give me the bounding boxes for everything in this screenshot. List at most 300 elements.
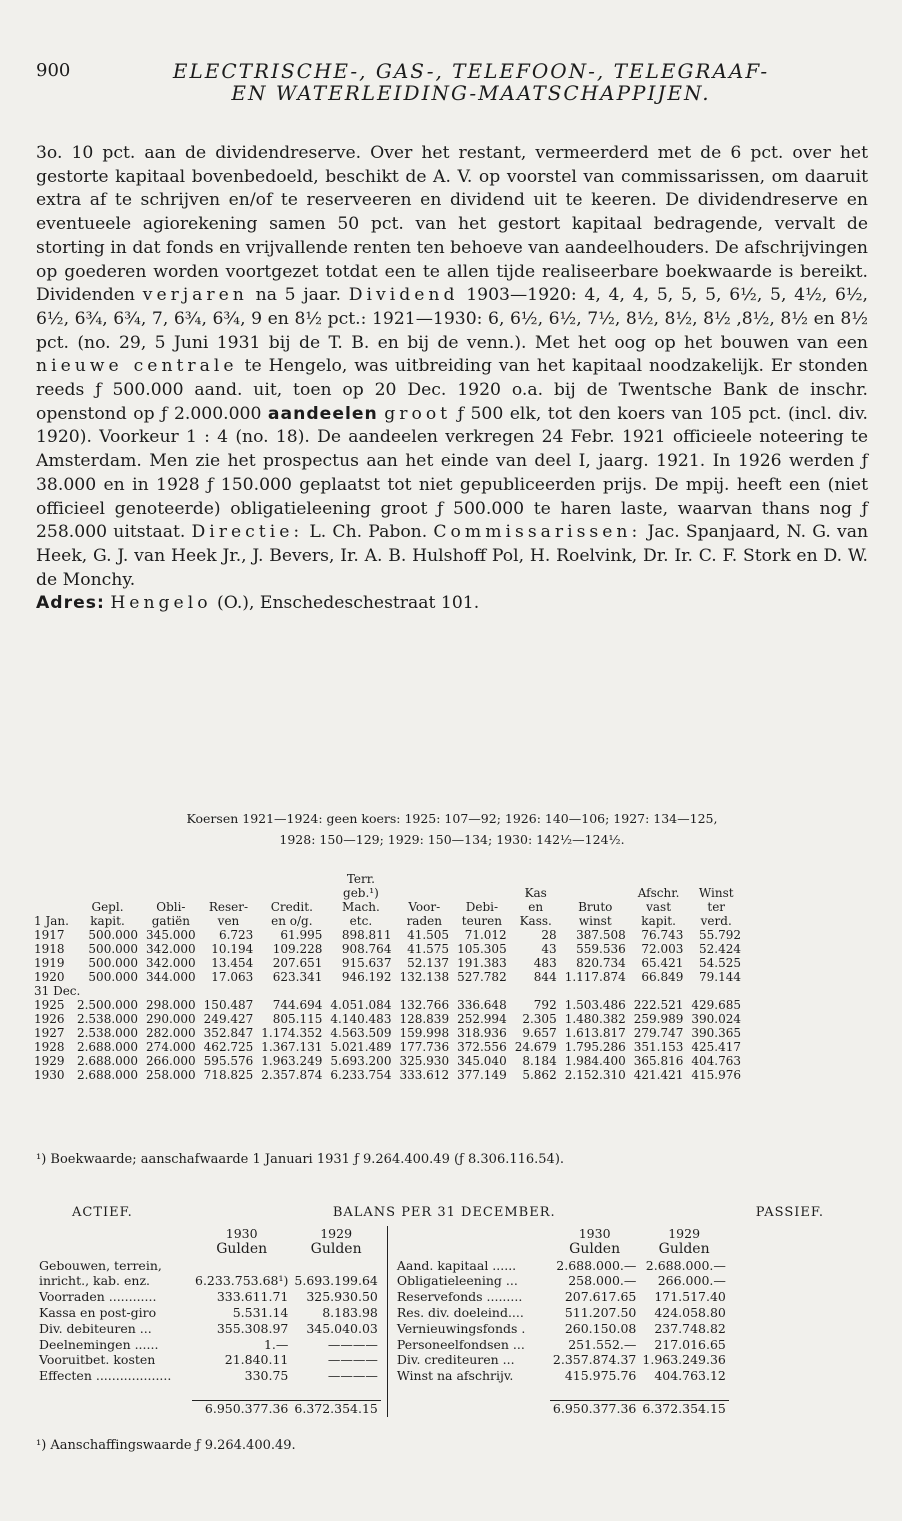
balance-label: Div. debiteuren ... — [39, 1320, 152, 1336]
balance-label: Gebouwen, terrein, — [39, 1257, 162, 1273]
table-cell: 342.000 — [146, 956, 196, 970]
balance-value: 1.— — [263, 1336, 289, 1352]
unit-header: Gulden — [658, 1240, 710, 1257]
balance-value: ———— — [327, 1352, 378, 1368]
table-cell: 352.847 — [203, 1026, 254, 1040]
balance-value: 266.000.— — [657, 1273, 726, 1289]
table-cell: 1928 — [34, 1040, 65, 1054]
table-cell: 274.000 — [146, 1040, 196, 1054]
balance-title-row — [36, 1205, 868, 1220]
table-cell: 5.693.200 — [330, 1054, 392, 1068]
table-cell: 527.782 — [457, 970, 507, 984]
balance-row — [36, 1289, 381, 1305]
balance-value: 251.552.— — [568, 1336, 637, 1352]
table-header-cell — [30, 872, 73, 886]
table-header-cell: etc. — [349, 914, 373, 928]
table-cell: 41.575 — [407, 942, 450, 956]
balance-row — [394, 1337, 729, 1353]
table-header-row — [30, 914, 745, 928]
table-header-cell: Credit. — [270, 900, 313, 914]
table-cell: 500.000 — [88, 928, 139, 942]
balance-value: 415.975.76 — [564, 1368, 637, 1384]
table-cell: 222.521 — [633, 998, 684, 1012]
table-dec-label: 31 Dec. — [34, 984, 81, 998]
table-header-cell: Winst — [698, 886, 734, 900]
table-cell: 55.792 — [699, 928, 742, 942]
balance-value: 424.058.80 — [654, 1304, 726, 1320]
table-header-cell: 1 Jan. — [34, 914, 69, 928]
balance-total: 6.372.354.15 — [639, 1400, 729, 1416]
table-cell: 24.679 — [514, 1040, 557, 1054]
balance-value: 355.308.97 — [216, 1320, 289, 1336]
table-cell: 344.000 — [146, 970, 196, 984]
table-header-cell — [687, 872, 745, 886]
unit-header: Gulden — [216, 1240, 268, 1257]
table-cell: 1.174.352 — [261, 1026, 323, 1040]
balance-value: 171.517.40 — [654, 1289, 726, 1305]
balance-title: BALANS PER 31 DECEMBER. — [332, 1205, 556, 1220]
table-cell: 595.576 — [203, 1054, 254, 1068]
table-row-label — [30, 984, 745, 998]
table-cell: 105.305 — [457, 942, 507, 956]
table-cell: 109.228 — [272, 942, 323, 956]
table-cell: 1919 — [34, 956, 65, 970]
year-header: 1929 — [320, 1226, 353, 1241]
balance-value: 260.150.08 — [564, 1320, 637, 1336]
balance-row — [394, 1305, 729, 1321]
table-cell: 336.648 — [457, 998, 507, 1012]
balance-row — [394, 1368, 729, 1384]
year-header: 1930 — [225, 1226, 258, 1241]
table-header-cell: Voor- — [408, 900, 441, 914]
table-header-cell: winst — [578, 914, 612, 928]
text-spaced-groot: groot — [384, 403, 452, 424]
table-cell: 191.383 — [457, 956, 507, 970]
table-header-cell — [30, 886, 73, 900]
balance-label: Vooruitbet. kosten — [39, 1352, 156, 1368]
balance-row — [394, 1321, 729, 1337]
unit-header: Gulden — [310, 1240, 362, 1257]
table-cell: 2.538.000 — [76, 1012, 139, 1026]
balance-year-row — [36, 1226, 381, 1242]
spacer-row — [394, 1384, 729, 1401]
balance-value: 258.000.— — [568, 1273, 637, 1289]
balance-value: 8.183.98 — [322, 1304, 378, 1320]
table-header-cell: kapit. — [90, 914, 125, 928]
table-cell: 345.000 — [146, 928, 196, 942]
balance-row — [36, 1273, 381, 1289]
balance-row — [394, 1273, 729, 1289]
table-cell: 1.795.286 — [564, 1040, 626, 1054]
koersen-line1: Koersen 1921—1924: geen koers: 1925: 107—92; 1926: 140—106; 1927: 134—125, — [186, 811, 718, 826]
actief-label: ACTIEF. — [72, 1205, 133, 1220]
table-cell: 1926 — [34, 1012, 65, 1026]
table-header-row — [30, 872, 745, 886]
balance-row — [36, 1337, 381, 1353]
text-spaced-hengelo: Hengelo — [110, 593, 212, 614]
table-cell: 898.811 — [341, 928, 392, 942]
balance-label: Winst na afschrijv. — [396, 1368, 514, 1384]
actief-column — [36, 1226, 381, 1417]
table-header-cell — [511, 872, 561, 886]
table-cell: 54.525 — [699, 956, 742, 970]
table-header-cell — [73, 872, 142, 886]
table-cell: 559.536 — [576, 942, 626, 956]
balance-total-row — [36, 1400, 381, 1416]
table-header-cell — [257, 886, 326, 900]
text-spaced-dividend: Dividend — [348, 285, 459, 306]
table-header-row — [30, 886, 745, 900]
table-cell: 1929 — [34, 1054, 65, 1068]
table-header-cell: Obli- — [156, 900, 186, 914]
table-cell: 6.233.754 — [330, 1068, 392, 1082]
balance-row — [394, 1289, 729, 1305]
table-cell: 462.725 — [203, 1040, 254, 1054]
balance-label: Reservefonds ......... — [396, 1289, 523, 1305]
text-spaced-verjaren: verjaren — [142, 285, 248, 306]
table-cell: 177.736 — [399, 1040, 450, 1054]
table-cell: 1920 — [34, 970, 65, 984]
table-header-cell: gatiën — [151, 914, 191, 928]
table-cell: 61.995 — [280, 928, 323, 942]
body-paragraph — [36, 142, 868, 616]
table-header-cell: Bruto — [578, 900, 613, 914]
text-spaced-centrale: nieuwe centrale — [36, 356, 238, 377]
table-cell: 259.989 — [633, 1012, 684, 1026]
balance-label: Aand. kapitaal ...... — [396, 1257, 517, 1273]
table-header-cell: Gepl. — [91, 900, 124, 914]
text-spaced-commissarissen: Commissarissen: — [433, 522, 642, 543]
table-cell: 404.763 — [691, 1054, 742, 1068]
table-cell: 1918 — [34, 942, 65, 956]
table-header-cell: en — [528, 900, 544, 914]
balance-value: 330.75 — [244, 1368, 289, 1384]
table-cell: 28 — [541, 928, 557, 942]
balance-value: 21.840.11 — [224, 1352, 289, 1368]
table-cell: 908.764 — [341, 942, 392, 956]
table-header-cell: raden — [406, 914, 442, 928]
table-cell: 483 — [533, 956, 557, 970]
balance-value: 2.688.000.— — [556, 1257, 637, 1273]
balance-row — [36, 1368, 381, 1384]
table-cell: 623.341 — [272, 970, 323, 984]
table-cell: 128.839 — [399, 1012, 450, 1026]
year-header: 1929 — [668, 1226, 701, 1241]
table-header-cell — [561, 886, 630, 900]
balance-year-row — [394, 1226, 729, 1242]
table-header-cell: Kas — [524, 886, 547, 900]
table-cell: 946.192 — [341, 970, 392, 984]
table-header-cell: en o/g. — [271, 914, 313, 928]
table-cell: 290.000 — [146, 1012, 196, 1026]
table-header-cell: Afschr. — [637, 886, 680, 900]
balance-value: 1.963.249.36 — [642, 1352, 726, 1368]
table-cell: 41.505 — [407, 928, 450, 942]
column-divider — [387, 1226, 388, 1417]
balance-unit-row — [394, 1242, 729, 1258]
balance-value: ———— — [327, 1368, 378, 1384]
balance-total: 6.372.354.15 — [291, 1400, 381, 1416]
table-header-cell — [561, 872, 630, 886]
table-header-cell — [200, 886, 258, 900]
balance-value: 325.930.50 — [306, 1289, 378, 1305]
koersen-block — [36, 808, 868, 850]
table-cell: 4.140.483 — [330, 1012, 392, 1026]
table-cell: 1.503.486 — [564, 998, 626, 1012]
balance-value: ———— — [327, 1336, 378, 1352]
table-cell: 10.194 — [211, 942, 254, 956]
table-cell: 318.936 — [457, 1026, 507, 1040]
balance-label: Div. crediteuren ... — [396, 1352, 515, 1368]
table-cell: 377.149 — [457, 1068, 507, 1082]
table-header-cell: Terr. — [346, 872, 375, 886]
table-cell: 1917 — [34, 928, 65, 942]
table-cell: 387.508 — [576, 928, 626, 942]
table-header-cell — [395, 872, 453, 886]
table-cell: 2.688.000 — [76, 1068, 139, 1082]
table-cell: 425.417 — [691, 1040, 742, 1054]
table-header-cell — [257, 872, 326, 886]
page-title-line1: ELECTRISCHE-, GAS-, TELEFOON-, TELEGRAAF- — [172, 59, 770, 83]
table-header-cell — [453, 872, 511, 886]
text-bold-aandeelen: aandeelen — [267, 403, 378, 424]
table-cell: 718.825 — [203, 1068, 254, 1082]
table-cell: 5.021.489 — [330, 1040, 392, 1054]
text-span: (O.), Enschedeschestraat 101. — [217, 593, 480, 614]
table-header-cell — [395, 886, 453, 900]
table-cell: 1925 — [34, 998, 65, 1012]
balance-total: 6.950.377.36 — [550, 1400, 640, 1416]
balance-sheet — [36, 1205, 868, 1417]
text-bold-adres: Adres: — [36, 593, 105, 614]
table-cell: 429.685 — [691, 998, 742, 1012]
balance-value: 511.207.50 — [564, 1304, 637, 1320]
table-cell: 13.454 — [211, 956, 254, 970]
table-row — [30, 942, 745, 956]
table-cell: 6.723 — [218, 928, 254, 942]
table-cell: 132.766 — [399, 998, 450, 1012]
balance-value: 217.016.65 — [654, 1336, 726, 1352]
table-cell: 333.612 — [399, 1068, 450, 1082]
table-cell: 915.637 — [341, 956, 392, 970]
text-span: 1903—1920: 4, 4, 4, 5, 5, 5, 6½, 5, 4½, 6½, 6½, 6¾, 6¾, 7, 6¾, 6¾, 9 en 8½ pct.: 1921—1930: 6, 6½, 6½, 7½, 8½, 8½, 8½ ,8½, 8½ en 8½ pct. (no. 29, 5 Juni 1931 bij de T. B. en bij de venn.). Met het oog op het bouwen van een — [36, 285, 869, 353]
text-span: L. Ch. Pabon. — [309, 522, 428, 543]
table-header-cell: vast — [646, 900, 672, 914]
table-cell: 79.144 — [699, 970, 742, 984]
balance-value: 333.611.71 — [216, 1289, 289, 1305]
text-span: na 5 jaar. — [255, 285, 341, 306]
table-cell: 390.365 — [691, 1026, 742, 1040]
table-cell: 2.305 — [522, 1012, 557, 1026]
table-cell: 345.040 — [457, 1054, 507, 1068]
blank-cell — [36, 1242, 192, 1258]
table-cell: 2.538.000 — [76, 1026, 139, 1040]
table-cell: 390.024 — [691, 1012, 742, 1026]
footnote-boekwaarde: ¹) Boekwaarde; aanschafwaarde 1 Januari 1931 ƒ 9.264.400.49 (ƒ 8.306.116.54). — [36, 1152, 565, 1167]
table-cell: 500.000 — [88, 956, 139, 970]
balance-row — [36, 1352, 381, 1368]
table-header-row — [30, 900, 745, 914]
table-header-cell: Kass. — [519, 914, 552, 928]
table-header-cell — [200, 872, 258, 886]
table-row — [30, 956, 745, 970]
table-header-cell: Reser- — [208, 900, 249, 914]
text-span: ƒ 500 elk, tot den koers van 105 pct. (incl. div. 1920). Voorkeur 1 : 4 (no. 18). De aandeelen verkregen 24 Febr. 1921 officieele noteering te Amsterdam. Men zie het prospectus aan het einde van deel I, jaarg. 1921. In 1926 werden ƒ 38.000 en in 1928 ƒ 150.000 geplaatst tot niet gepubliceerden prijs. De mpij. heeft een (niet officieel genoteerde) obligatieleening groot ƒ 500.000 te haren laste, waarvan thans nog ƒ 258.000 uitstaat. — [36, 403, 868, 543]
balance-label: inricht., kab. enz. — [39, 1273, 150, 1289]
table-row — [30, 1040, 745, 1054]
table-cell: 132.138 — [399, 970, 450, 984]
page-title-line2: EN WATERLEIDING-MAATSCHAPPIJEN. — [231, 81, 711, 105]
table-cell: 2.152.310 — [564, 1068, 626, 1082]
balance-total: 6.950.377.36 — [192, 1400, 291, 1416]
table-cell: 792 — [533, 998, 557, 1012]
table-cell: 43 — [541, 942, 557, 956]
table-cell: 1.613.817 — [564, 1026, 626, 1040]
balance-label: Vernieuwingsfonds . — [396, 1320, 526, 1336]
table-header-cell: Mach. — [342, 900, 380, 914]
table-header-cell — [73, 886, 142, 900]
table-header-cell — [142, 872, 200, 886]
balance-row — [394, 1352, 729, 1368]
table-row — [30, 1012, 745, 1026]
table-row — [30, 928, 745, 942]
table-cell: 1927 — [34, 1026, 65, 1040]
table-header-cell — [630, 872, 688, 886]
blank-cell — [36, 1226, 192, 1242]
table-header-cell — [30, 900, 73, 914]
year-header: 1930 — [578, 1226, 611, 1241]
table-cell: 2.688.000 — [76, 1054, 139, 1068]
blank-cell — [36, 1400, 192, 1416]
table-cell: 1.117.874 — [564, 970, 626, 984]
table-header-cell — [453, 886, 511, 900]
table-row — [30, 1026, 745, 1040]
balance-label: Voorraden ............ — [39, 1289, 157, 1305]
table-cell: 282.000 — [146, 1026, 196, 1040]
balance-label: Res. div. doeleind.... — [396, 1304, 524, 1320]
table-cell: 4.563.509 — [330, 1026, 392, 1040]
financial-table — [30, 872, 745, 1082]
table-cell: 65.421 — [641, 956, 684, 970]
table-cell: 76.743 — [641, 928, 684, 942]
table-cell: 1.963.249 — [261, 1054, 323, 1068]
table-cell: 2.500.000 — [76, 998, 139, 1012]
text-span: Jac. Spanjaard, N. G. van Heek, G. J. van Heek Jr., J. Bevers, Ir. A. B. Hulshoff Pol, H. Roelvink, Dr. Ir. C. F. Stork en D. W. de Monchy. — [36, 522, 869, 590]
table-cell: 72.003 — [641, 942, 684, 956]
balance-value: 2.688.000.— — [645, 1257, 726, 1273]
table-cell: 252.994 — [457, 1012, 507, 1026]
table-cell: 372.556 — [457, 1040, 507, 1054]
table-cell: 159.998 — [399, 1026, 450, 1040]
unit-header: Gulden — [569, 1240, 621, 1257]
table-header-cell: teuren — [461, 914, 502, 928]
table-header-cell: ven — [217, 914, 240, 928]
koersen-line2: 1928: 150—129; 1929: 150—134; 1930: 142½—124½. — [279, 832, 625, 847]
table-row — [30, 1054, 745, 1068]
balance-value: 6.233.753.68¹) — [195, 1273, 289, 1289]
balance-label: Personeelfondsen ... — [396, 1336, 525, 1352]
table-cell: 4.051.084 — [330, 998, 392, 1012]
body-text — [36, 142, 868, 616]
table-row — [30, 998, 745, 1012]
table-header-cell: verd. — [700, 914, 732, 928]
table-cell: 2.357.874 — [261, 1068, 323, 1082]
balance-value: 5.693.199.64 — [294, 1273, 378, 1289]
balance-label: Effecten ................... — [39, 1368, 172, 1384]
table-row — [30, 970, 745, 984]
table-cell: 744.694 — [272, 998, 323, 1012]
table-cell: 805.115 — [272, 1012, 323, 1026]
table-cell: 207.651 — [272, 956, 323, 970]
balance-value: 404.763.12 — [654, 1368, 726, 1384]
table-cell: 9.657 — [522, 1026, 557, 1040]
blank-cell — [394, 1226, 550, 1242]
table-cell: 820.734 — [576, 956, 626, 970]
table-cell: 1.367.131 — [261, 1040, 323, 1054]
balance-label: Deelnemingen ...... — [39, 1336, 159, 1352]
footnote-aanschaffing: ¹) Aanschaffingswaarde ƒ 9.264.400.49. — [36, 1438, 296, 1453]
table-cell: 266.000 — [146, 1054, 196, 1068]
balance-value: 2.357.874.37 — [552, 1352, 637, 1368]
balance-label: Kassa en post-giro — [39, 1304, 157, 1320]
table-cell: 52.137 — [407, 956, 450, 970]
table-cell: 1.480.382 — [564, 1012, 626, 1026]
table-cell: 150.487 — [203, 998, 254, 1012]
balance-row — [36, 1258, 381, 1274]
passief-label: PASSIEF. — [755, 1205, 824, 1220]
balance-total-row — [394, 1400, 729, 1416]
table-cell: 52.424 — [699, 942, 742, 956]
balance-value: 237.748.82 — [654, 1320, 726, 1336]
table-cell: 421.421 — [633, 1068, 684, 1082]
balance-row — [394, 1258, 729, 1274]
table-cell: 415.976 — [691, 1068, 742, 1082]
table-cell: 71.012 — [464, 928, 507, 942]
balance-row — [36, 1321, 381, 1337]
table-cell: 258.000 — [146, 1068, 196, 1082]
spacer-cell — [394, 1384, 729, 1401]
balance-row — [36, 1305, 381, 1321]
blank-cell — [394, 1242, 550, 1258]
table-cell: 1.984.400 — [564, 1054, 626, 1068]
table-cell: 325.930 — [399, 1054, 450, 1068]
table-cell: 365.816 — [633, 1054, 684, 1068]
table-header-cell — [142, 886, 200, 900]
table-cell: 2.688.000 — [76, 1040, 139, 1054]
table-cell: 249.427 — [203, 1012, 254, 1026]
table-header-cell: ter — [707, 900, 726, 914]
spacer-cell — [36, 1384, 381, 1401]
passief-column — [394, 1226, 729, 1417]
table-cell: 66.849 — [641, 970, 684, 984]
balance-value — [192, 1258, 291, 1274]
page-number: 900 — [36, 60, 71, 81]
table-cell: 500.000 — [88, 970, 139, 984]
table-cell: 298.000 — [146, 998, 196, 1012]
table-header-cell: kapit. — [641, 914, 676, 928]
text-span: te Hengelo, was uitbreiding van het kapitaal noodzakelijk. Er stonden reeds ƒ 500.000 aand. uit, toen op 20 Dec. 1920 o.a. bij de Twentsche Bank de inschr. openstond op ƒ 2.000.000 — [36, 356, 868, 424]
balance-unit-row — [36, 1242, 381, 1258]
table-cell: 279.747 — [633, 1026, 684, 1040]
balance-label: Obligatieleening ... — [396, 1273, 518, 1289]
table-cell: 8.184 — [522, 1054, 557, 1068]
balance-value: 207.617.65 — [564, 1289, 637, 1305]
table-cell: 500.000 — [88, 942, 139, 956]
page-header — [0, 60, 902, 104]
table-header-cell: geb.¹) — [343, 886, 379, 900]
table-cell: 844 — [533, 970, 557, 984]
table-row — [30, 1068, 745, 1082]
